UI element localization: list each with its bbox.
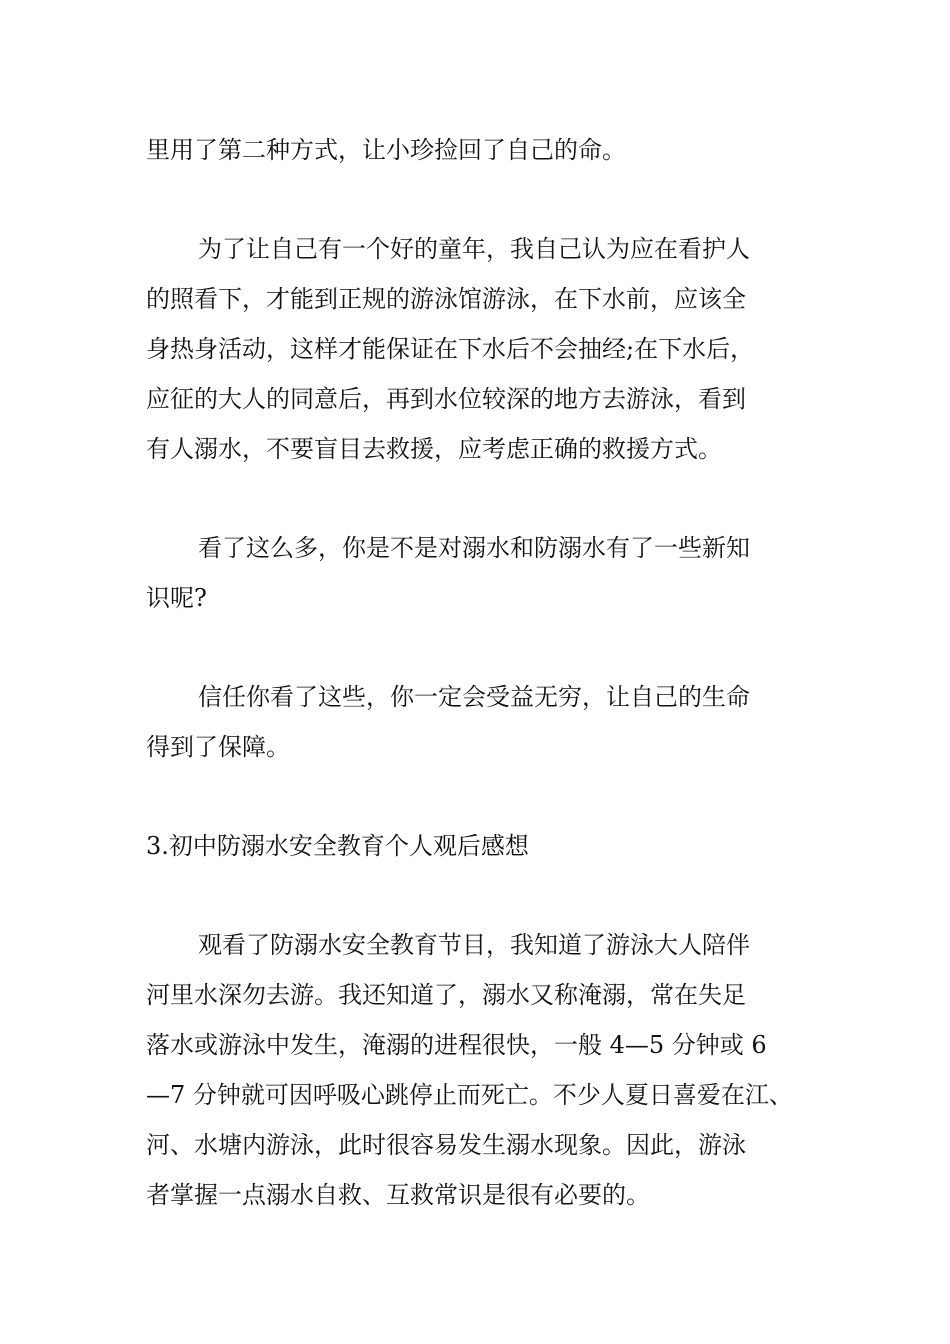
text-line: 观看了防溺水安全教育节目，我知道了游泳大人陪伴 [198, 931, 750, 959]
text-line: 落水或游泳中发生，淹溺的进程很快，一般 4—5 分钟或 6 [146, 1031, 767, 1059]
text-line: 有人溺水，不要盲目去救援，应考虑正确的救援方式。 [146, 435, 722, 463]
text-line: 者掌握一点溺水自救、互救常识是很有必要的。 [146, 1181, 650, 1209]
text-line: 信任你看了这些，你一定会受益无穷，让自己的生命 [198, 683, 750, 711]
text-line: 河、水塘内游泳，此时很容易发生溺水现象。因此，游泳 [146, 1131, 746, 1159]
paragraph-viewing-reflection [146, 920, 836, 1220]
paragraph-continuation [146, 125, 836, 175]
text-line: 里用了第二种方式，让小珍捡回了自己的命。 [146, 136, 626, 164]
section-heading: 3.初中防溺水安全教育个人观后感想 [146, 832, 529, 860]
text-line: 的照看下，才能到正规的游泳馆游泳，在下水前，应该全 [146, 285, 746, 313]
text-line: 应征的大人的同意后，再到水位较深的地方去游泳，看到 [146, 385, 746, 413]
text-line: 识呢? [146, 584, 207, 612]
paragraph-childhood-safety [146, 224, 836, 474]
text-line: 看了这么多，你是不是对溺水和防溺水有了一些新知 [198, 534, 750, 562]
paragraph-new-knowledge [146, 523, 836, 623]
text-line: 河里水深勿去游。我还知道了，溺水又称淹溺，常在失足 [146, 981, 746, 1009]
text-line: 为了让自己有一个好的童年，我自己认为应在看护人 [198, 235, 750, 263]
text-line: 身热身活动，这样才能保证在下水后不会抽经;在下水后， [146, 335, 755, 363]
text-line: —7 分钟就可因呼吸心跳停止而死亡。不少人夏日喜爱在江、 [146, 1081, 793, 1109]
paragraph-benefit [146, 672, 836, 772]
text-line: 得到了保障。 [146, 733, 290, 761]
